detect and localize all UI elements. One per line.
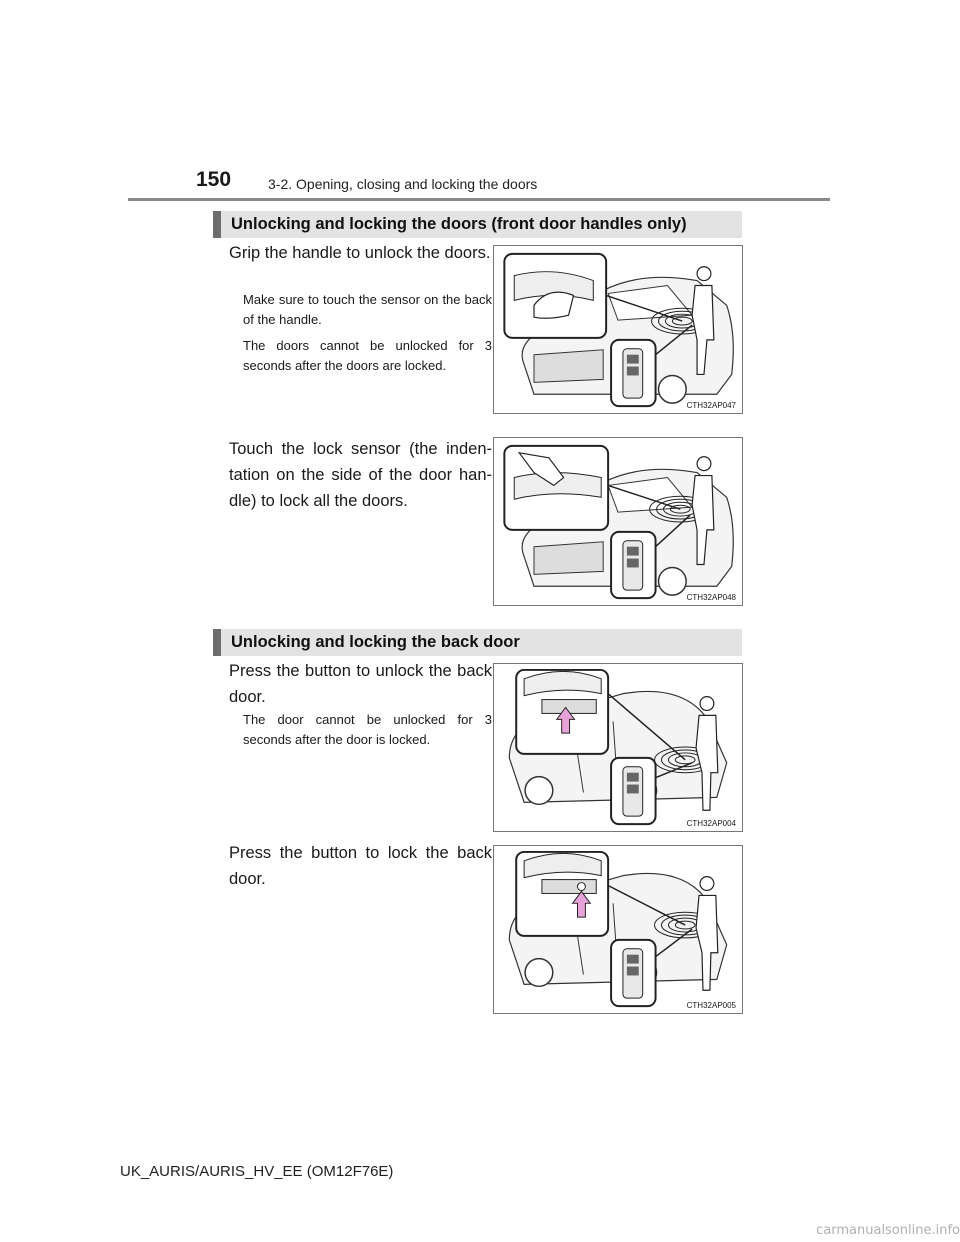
car-rear-unlock-illustration (494, 664, 742, 831)
note-back-door-delay: The door cannot be unlocked for 3 seconds after the door is locked. (243, 712, 492, 747)
figure-code: CTH32AP005 (686, 1001, 736, 1010)
section-heading-back-door (213, 629, 742, 656)
figure-lock-front-door (493, 437, 743, 606)
header-rule (128, 198, 830, 201)
section-heading-front-doors (213, 211, 742, 238)
section-heading-back-door-text: Unlocking and locking the back door (231, 633, 520, 651)
instruction-grip-handle: Grip the handle to unlock the doors. (229, 244, 491, 262)
figure-unlock-back-door (493, 663, 743, 832)
figure-code: CTH32AP048 (686, 593, 736, 602)
figure-code: CTH32AP047 (686, 401, 736, 410)
instruction-unlock-back-door: Press the button to unlock the back door. (229, 662, 492, 706)
instruction-touch-lock-sensor: Touch the lock sensor (the inden- tation on the side of the door han- dle) to lock all the doors. (229, 440, 492, 510)
note-touch-sensor: Make sure to touch the sensor on the back of the handle. (243, 292, 492, 327)
manual-code-footer: UK_AURIS/AURIS_HV_EE (OM12F76E) (120, 1163, 394, 1180)
car-front-lock-illustration (494, 438, 742, 605)
note-unlock-delay: The doors cannot be unlocked for 3 seconds after the doors are locked. (243, 338, 492, 373)
instruction-lock-back-door: Press the button to lock the back door. (229, 844, 492, 888)
car-rear-lock-illustration (494, 846, 742, 1013)
section-title: 3-2. Opening, closing and locking the doors (268, 176, 538, 192)
figure-lock-back-door (493, 845, 743, 1014)
watermark: carmanualsonline.info (816, 1223, 960, 1238)
page-number: 150 (196, 168, 232, 191)
car-front-unlock-illustration (494, 246, 742, 413)
figure-unlock-front-door (493, 245, 743, 414)
figure-code: CTH32AP004 (686, 819, 736, 828)
section-heading-front-doors-text: Unlocking and locking the doors (front door handles only) (231, 215, 687, 233)
